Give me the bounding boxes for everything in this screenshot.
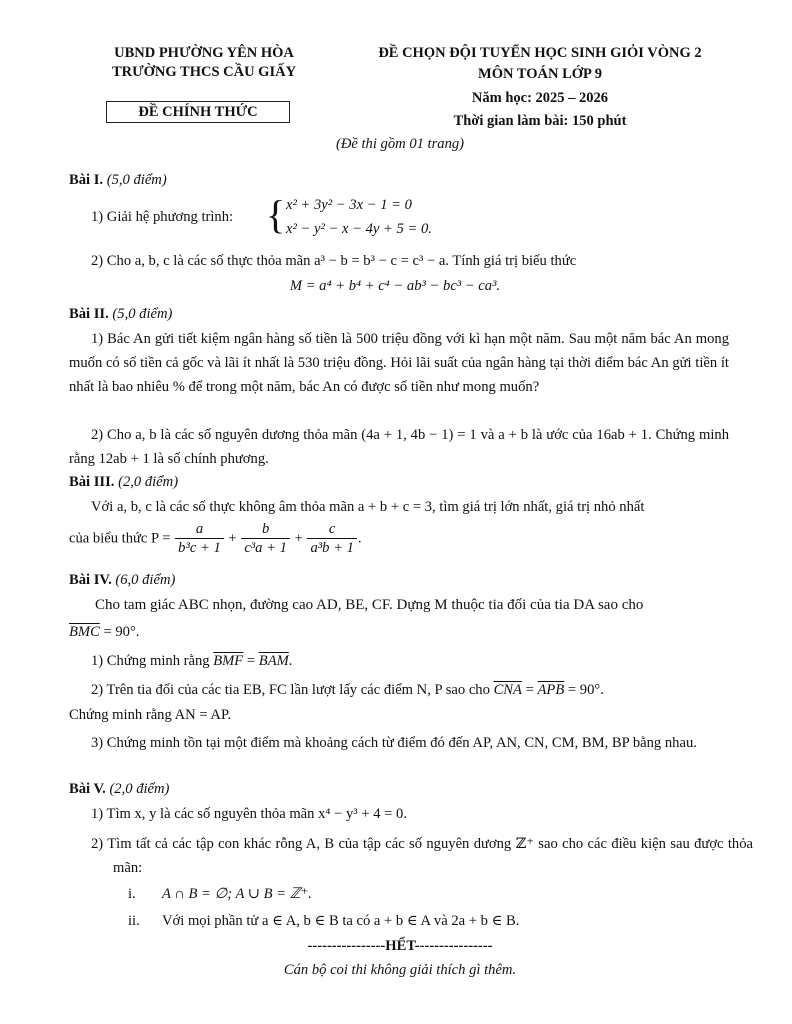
section-4-heading [69, 571, 729, 589]
section-3-points: (2,0 điểm) [118, 474, 179, 490]
fraction-2: $\frac{b}{\text{c³a + 1}}$ [241, 520, 290, 557]
condition-2-label: ii. [128, 913, 140, 929]
school-name-line2: TRƯỜNG THCS CẦU GIẤY [111, 64, 297, 80]
section-4-question-1 [91, 652, 731, 670]
angle-apb: $\overline{APB}$ [537, 682, 565, 698]
section-2-title: Bài II. [69, 306, 109, 322]
section-4-q2-equals: = [525, 682, 534, 698]
section-5-condition-2 [128, 912, 688, 930]
section-1-points: (5,0 điểm) [106, 172, 167, 188]
section-4-q2-text: 2) Trên tia đối của các tia EB, FC lần lượt lấy các điểm N, P sao cho [91, 682, 490, 698]
section-3-heading [69, 473, 729, 491]
section-3-text: Với a, b, c là các số thực không âm thỏa mãn a + b + c = 3, tìm giá trị lớn nhất, giá trị nhỏ nhất [91, 499, 645, 515]
section-5-title: Bài V. [69, 781, 106, 797]
condition-1-text: A ∩ B = ∅; A ∪ B = ℤ⁺. [162, 886, 312, 902]
angle-cna: $\overline{CNA}$ [493, 682, 522, 698]
section-3-expr-prefix: của biểu thức P = [69, 530, 171, 547]
exam-subject: MÔN TOÁN LỚP 9 [478, 66, 602, 82]
section-4-intro-angle-line [69, 623, 729, 641]
section-4-points: (6,0 điểm) [115, 572, 176, 588]
pages-note: (Đề thi gồm 01 trang) [335, 136, 465, 152]
section-2-question-1: 1) Bác An gửi tiết kiệm ngân hàng số tiền là 500 triệu đồng với kì hạn một năm. Sau một năm bác An mong muốn có số tiền cả gốc và lãi ít nhất là 530 triệu đồng. Hỏi lãi suất của ngân hàng tại thời điểm bác An gửi tiền ít nhất là bao nhiêu % để trong một năm, bác An có được số tiền như mong muốn? [69, 331, 729, 395]
exam-duration: Thời gian làm bài: 150 phút [453, 113, 627, 129]
system-brace: { [266, 192, 286, 237]
section-1-heading [69, 171, 729, 189]
school-name-line1: UBND PHƯỜNG YÊN HÒA [114, 45, 294, 61]
system-equation-1: x² + 3y² − 3x − 1 = 0 [286, 197, 412, 213]
exam-title: ĐỀ CHỌN ĐỘI TUYỂN HỌC SINH GIỎI VÒNG 2 [378, 45, 702, 61]
end-marker: ----------------HẾT---------------- [307, 938, 493, 954]
section-5-question-1: 1) Tìm x, y là các số nguyên thỏa mãn x⁴ − y³ + 4 = 0. [91, 806, 407, 822]
fraction-3: $\frac{c}{\text{a³b + 1}}$ [307, 520, 356, 557]
section-5-points: (2,0 điểm) [109, 781, 170, 797]
section-4-q1-equals: = [246, 653, 256, 669]
section-2-heading [69, 305, 729, 323]
section-2-points: (5,0 điểm) [112, 306, 173, 322]
section-4-q1-text: 1) Chứng minh rằng [91, 653, 210, 669]
section-4-question-2 [91, 681, 731, 699]
angle-bmc: $\overline{BMC}$ [69, 624, 100, 640]
school-year: Năm học: 2025 – 2026 [471, 90, 609, 106]
section-1-title: Bài I. [69, 172, 104, 188]
angle-bmf: $\overline{BMF}$ [213, 653, 244, 669]
angle-bmc-value: = 90°. [103, 624, 140, 640]
angle-bam: $\overline{BAM}$ [258, 653, 289, 669]
section-1-q1-label: 1) Giải hệ phương trình: [91, 209, 234, 225]
system-equation-2: x² − y² − x − 4y + 5 = 0. [286, 221, 432, 237]
section-1-formula-m: M = a⁴ + b⁴ + c⁴ − ab³ − bc³ − ca³. [289, 278, 501, 294]
official-exam-box: ĐỀ CHÍNH THỨC [106, 101, 290, 123]
fraction-1: $\frac{a}{\text{b³c + 1}}$ [175, 520, 224, 557]
section-4-title: Bài IV. [69, 572, 112, 588]
section-5-heading [69, 780, 729, 798]
section-4-question-2-line2: Chứng minh rằng AN = AP. [69, 707, 232, 723]
condition-2-text: Với mọi phần tử a ∈ A, b ∈ B ta có a + b ∈ A và 2a + b ∈ B. [162, 913, 520, 929]
section-5-question-2: 2) Tìm tất cả các tập con khác rỗng A, B của tập các số nguyên dương ℤ⁺ sao cho các điều kiện sau được thỏa mãn: [91, 836, 753, 876]
section-4-q1-end: . [288, 653, 293, 669]
section-4-question-3: 3) Chứng minh tồn tại một điểm mà khoảng cách từ điểm đó đến AP, AN, CN, CM, BM, BP bằng nhau. [91, 735, 697, 751]
section-3-title: Bài III. [69, 474, 115, 490]
footer-note: Cán bộ coi thi không giải thích gì thêm. [283, 962, 517, 978]
section-1-question-1 [91, 192, 731, 240]
section-4-intro: Cho tam giác ABC nhọn, đường cao AD, BE, CF. Dựng M thuộc tia đối của tia DA sao cho [95, 597, 644, 613]
section-3-expression: của biểu thức P = $\frac{a}{\text{b³c + 1}}$ + $\frac{b}{\text{c³a + 1}}$ + $\frac{c}{\text{a³b + 1}}$ . [69, 521, 362, 556]
section-4-q2-end: = 90°. [567, 682, 604, 698]
section-1-question-2: 2) Cho a, b, c là các số thực thỏa mãn a³ − b = b³ − c = c³ − a. Tính giá trị biểu thức [91, 253, 577, 269]
condition-1-label: i. [128, 886, 136, 902]
section-2-question-2: 2) Cho a, b là các số nguyên dương thỏa mãn (4a + 1, 4b − 1) = 1 và a + b là ước của 16ab + 1. Chứng minh rằng 12ab + 1 là số chính phương. [69, 427, 729, 467]
section-5-condition-1 [128, 885, 688, 903]
